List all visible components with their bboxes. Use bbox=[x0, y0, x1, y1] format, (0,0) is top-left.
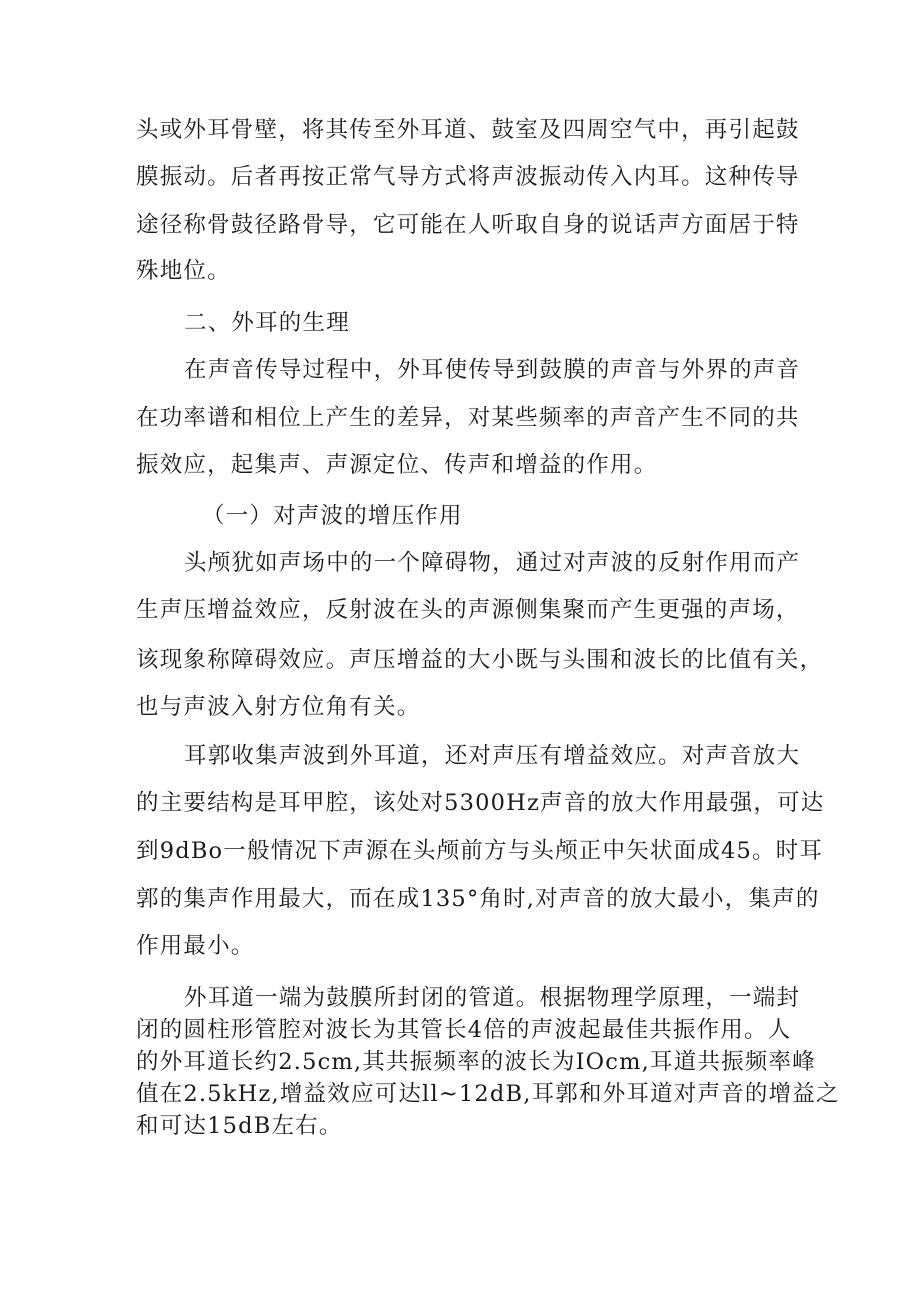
para1-line-3: 途径称骨鼓径路骨导，它可能在人听取自身的说话声方面居于特 bbox=[136, 212, 800, 238]
section-heading: 二、外耳的生理 bbox=[184, 310, 350, 336]
para4-line-3: 到9dBo一般情况下声源在头颅前方与头颅正中矢状面成45。时耳 bbox=[136, 838, 824, 864]
para3-line-2: 生声压增益效应，反射波在头的声源侧集聚而产生更强的声场， bbox=[136, 597, 800, 623]
para3-line-4: 也与声波入射方位角有关。 bbox=[136, 694, 421, 720]
para4-line-4: 郭的集声作用最大，而在成135°角时,对声音的放大最小，集声的 bbox=[136, 886, 820, 912]
para4-line-2: 的主要结构是耳甲腔，该处对5300Hz声音的放大作用最强，可达 bbox=[136, 790, 825, 816]
para3-line-1: 头颅犹如声场中的一个障碍物，通过对声波的反射作用而产 bbox=[184, 550, 801, 576]
para5-line-3: 的外耳道长约2.5cm,其共振频率的波长为IOcm,耳道共振频率峰 bbox=[136, 1049, 816, 1075]
para2-line-2: 在功率谱和相位上产生的差异，对某些频率的声音产生不同的共 bbox=[136, 405, 800, 431]
para5-line-1: 外耳道一端为鼓膜所封闭的管道。根据物理学原理，一端封 bbox=[184, 985, 801, 1011]
para5-line-2: 闭的圆柱形管腔对波长为其管长4倍的声波起最佳共振作用。人 bbox=[136, 1017, 792, 1043]
para3-line-3: 该现象称障碍效应。声压增益的大小既与头围和波长的比值有关， bbox=[136, 647, 824, 673]
para2-line-1: 在声音传导过程中，外耳使传导到鼓膜的声音与外界的声音 bbox=[184, 357, 801, 383]
para1-line-4: 殊地位。 bbox=[136, 258, 231, 284]
para5-line-4: 值在2.5kHz,增益效应可达ll~12dB,耳郭和外耳道对声音的增益之 bbox=[136, 1081, 840, 1107]
para4-line-1: 耳郭收集声波到外耳道，还对声压有增益效应。对声音放大 bbox=[184, 743, 801, 769]
para4-line-5: 作用最小。 bbox=[136, 933, 255, 959]
para1-line-2: 膜振动。后者再按正常气导方式将声波振动传入内耳。这种传导 bbox=[136, 164, 800, 190]
para2-line-3: 振效应，起集声、声源定位、传声和增益的作用。 bbox=[136, 452, 658, 478]
para1-line-1: 头或外耳骨壁，将其传至外耳道、鼓室及四周空气中，再引起鼓 bbox=[136, 117, 800, 143]
subsection-heading: （一）对声波的增压作用 bbox=[202, 503, 463, 529]
para5-line-5: 和可达15dB左右。 bbox=[136, 1113, 343, 1139]
